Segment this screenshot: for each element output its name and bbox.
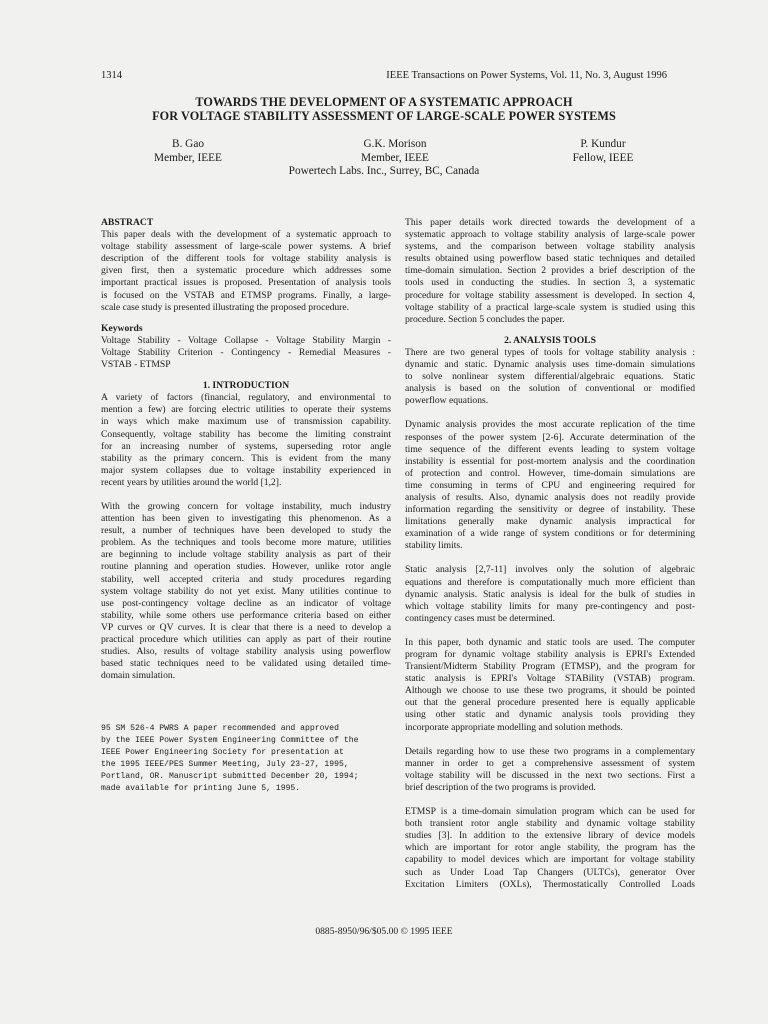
text-line: recent years by utilities around the world [1,2]. (101, 476, 282, 488)
text-line: This paper details work directed towards the development of a (405, 217, 695, 228)
text-line: the 1995 IEEE/PES Summer Meeting, July 23-27, 1995, (101, 760, 349, 770)
text-line: analysis of results. Also, dynamic analysis does not readily provide (405, 491, 695, 503)
text-line: systems, and the comparison between voltage stability analysis (405, 241, 695, 253)
text-line: tools used in conducting the studies. In section 3, a systematic (405, 277, 695, 289)
affiliation: Powertech Labs. Inc., Surrey, BC, Canada (288, 165, 480, 177)
text-line: routine planning and operation studies. However, unlike rotor angle (101, 561, 391, 573)
text-line: in ways which make maximum use of transmission capability. (101, 416, 391, 428)
author-block (123, 137, 253, 165)
text-line: program for dynamic voltage stability analysis is EPRI's Extended (405, 649, 695, 660)
page-number: 1314 (101, 70, 122, 81)
text-line: voltage stability assessment of large-scale power systems. A brief (101, 241, 391, 253)
author-block (538, 137, 668, 165)
text-line: procedure for voltage stability assessment is developed. In section 4, (405, 289, 695, 301)
text-line: Excitation Limiters (OXLs), Thermostatically Controlled Loads (405, 878, 695, 890)
text-line: In this paper, both dynamic and static tools are used. The computer (405, 636, 695, 648)
text-line: brief description of the two programs is provided. (405, 781, 596, 793)
text-line: ETMSP is a time-domain simulation program which can be used for (405, 806, 695, 818)
text-line: time sequence of the different events leading to system voltage (405, 443, 695, 455)
text-line: There are two general types of tools for voltage stability analysis : (405, 346, 695, 358)
journal-citation: IEEE Transactions on Power Systems, Vol. 11, No. 3, August 1996 (386, 70, 667, 81)
author-name: P. Kundur (580, 138, 626, 150)
text-line: voltage stability of a practical large-scale system is studied using this (405, 301, 695, 313)
footnote (101, 723, 358, 796)
text-line: result, a number of techniques have been developed to study the (101, 525, 391, 537)
text-line: VP curves or QV curves. It is clear that there is a need to develop a (101, 621, 391, 633)
text-line: scale case study is presented illustrating the proposed procedure. (101, 301, 350, 313)
keywords-body (101, 335, 391, 371)
copyright-footer: 0885-8950/96/$05.00 © 1995 IEEE (315, 926, 453, 937)
text-line: both transient rotor angle stability and dynamic voltage stability (405, 818, 695, 830)
text-line: problem. As the techniques and tools become more mature, utilities (101, 537, 391, 549)
author-block (330, 137, 460, 165)
keywords-heading: Keywords (101, 322, 143, 334)
analysis-tools-heading: 2. ANALYSIS TOOLS (504, 334, 596, 346)
text-line: Dynamic analysis provides the most accurate replication of the time (405, 419, 695, 431)
text-line: studies [3]. In addition to the extensive library of device models (405, 830, 695, 842)
text-line: With the growing concern for voltage instability, much industry (101, 500, 391, 512)
text-line: This paper deals with the development of a systematic approach to (101, 229, 391, 241)
text-line: domain simulation. (101, 670, 176, 682)
text-line: Consequently, voltage stability has become the limiting constraint (101, 428, 391, 440)
text-line: Transient/Midterm Stability Program (ETMSP), and the program for (405, 661, 695, 673)
text-line: powerflow equations. (405, 395, 489, 407)
text-line: responses of the power system [2-6]. Accurate determination of the (405, 431, 695, 443)
text-line: analysis is based on the solution of conventional or modified (405, 383, 695, 395)
text-line: such as Under Load Tap Changers (ULTCs), generator Over (405, 866, 695, 878)
author-role: Member, IEEE (154, 152, 222, 164)
analysis-paragraph (405, 806, 695, 891)
text-line: dynamic analysis. Static analysis is ideal for the bulk of studies in (405, 588, 695, 600)
text-line: procedure. Section 5 concludes the paper. (405, 313, 565, 325)
introduction-heading: 1. INTRODUCTION (202, 380, 290, 392)
text-line: manner in order to get a comprehensive assessment of system (405, 757, 695, 769)
text-line: Details regarding how to use these two programs in a complementary (405, 745, 695, 757)
text-line: Static analysis [2,7-11] involves only the solution of algebraic (405, 564, 695, 576)
text-line: made available for printing June 5, 1995. (101, 784, 301, 794)
text-line: instability is essential for post-mortem analysis and the coordination (405, 455, 695, 467)
text-line: static analysis is EPRI's Voltage STABility (VSTAB) program. (405, 673, 695, 685)
text-line: studies. Also, results of voltage stability analysis using powerflow (101, 646, 391, 658)
text-line: important practical issues is proposed. Presentation of analysis tools (101, 277, 391, 289)
text-line: 95 SM 526-4 PWRS A paper recommended and approved (101, 724, 339, 733)
text-line: Voltage Stability Criterion - Contingency - Remedial Measures - (101, 346, 391, 358)
text-line: which voltage stability limits for many pre-contingency and post- (405, 600, 695, 612)
text-line: mention a few) are forcing electric utilities to operate their systems (101, 404, 391, 416)
text-line: time-domain simulation. Section 2 provides a brief description of the (405, 265, 695, 277)
text-line: for an increasing number of systems, superseding rotor angle (101, 440, 391, 452)
text-line: information regarding the sensitivity or degree of instability. These (405, 504, 695, 516)
analysis-paragraph (405, 419, 695, 552)
text-line: Although we choose to use these two programs, it should be pointed (405, 685, 695, 697)
analysis-paragraph (405, 746, 695, 794)
text-line: use post-contingency voltage decline as an indicator of voltage (101, 597, 391, 609)
text-line: dynamic and static. Dynamic analysis uses time-domain simulations (405, 359, 695, 371)
text-line: stability limits. (405, 540, 463, 552)
text-line: given first, then a systematic procedure which addresses some (101, 265, 391, 277)
text-line: using other static and dynamic analysis tools providing they (405, 709, 695, 721)
author-name: B. Gao (171, 138, 204, 150)
text-line: of protection and control. However, time-domain simulations are (405, 467, 695, 479)
analysis-paragraph (405, 637, 695, 734)
text-line: time consuming in terms of CPU and engineering required for (405, 479, 695, 491)
author-role: Fellow, IEEE (572, 152, 634, 164)
text-line: equations and therefore is computationally much more efficient than (405, 576, 695, 588)
text-line: based static techniques need to be validated using detailed time- (101, 658, 391, 670)
text-line: to solve nonlinear system differential/algebraic equations. Static (405, 371, 695, 383)
text-line: capability to model devices which are important for voltage stability (405, 854, 695, 866)
text-line: A variety of factors (financial, regulatory, and environmental to (101, 392, 391, 404)
analysis-paragraph (405, 564, 695, 624)
text-line: incorporate appropriate modelling and solution methods. (405, 721, 623, 733)
analysis-paragraph (405, 347, 695, 407)
text-line: stability, well accepted criteria and study procedures regarding (101, 573, 391, 585)
author-role: Member, IEEE (361, 152, 429, 164)
paper-title-line-2: FOR VOLTAGE STABILITY ASSESSMENT OF LARGE-SCALE POWER SYSTEMS (152, 109, 616, 123)
text-line: is focused on the VSTAB and ETMSP programs. Finally, a large- (101, 289, 391, 301)
text-line: description of the different tools for voltage stability analysis is (101, 253, 391, 265)
text-line: out that the general procedure presented here is equally applicable (405, 697, 695, 709)
author-name: G.K. Morison (363, 138, 427, 150)
right-column (405, 217, 695, 891)
text-line: examination of a wide range of system conditions or for determining (405, 528, 695, 540)
introduction-paragraph (101, 501, 391, 682)
text-line: system voltage stability do not yet exist. Many utilities continue to (101, 585, 391, 597)
text-line: Voltage Stability - Voltage Collapse - Voltage Stability Margin - (101, 334, 391, 346)
text-line: VSTAB - ETMSP (101, 359, 171, 371)
text-line: systematic approach to voltage stability analysis of large-scale power (405, 229, 695, 241)
text-line: stability as the primary concern. This is evident from the many (101, 452, 391, 464)
text-line: are beginning to include voltage stability analysis as part of their (101, 549, 391, 561)
text-line: IEEE Power Engineering Society for presentation at (101, 748, 344, 758)
abstract-heading: ABSTRACT (101, 217, 154, 228)
left-column (101, 217, 391, 682)
introduction-paragraph (101, 392, 391, 489)
text-line: major system collapses due to voltage instability experienced in (101, 464, 391, 476)
intro-continuation (405, 217, 695, 326)
text-line: Portland, OR. Manuscript submitted December 20, 1994; (101, 772, 359, 782)
text-line: results obtained using powerflow based static techniques and detailed (405, 253, 695, 265)
text-line: stability, while some others use performance criteria based on either (101, 609, 391, 621)
text-line: practical procedure which utilities can apply as part of their routine (101, 634, 391, 645)
paper-title-line-1: TOWARDS THE DEVELOPMENT OF A SYSTEMATIC APPROACH (195, 95, 573, 109)
text-line: voltage stability will be discussed in the next two sections. First a (405, 769, 695, 781)
text-line: which are important for rotor angle stability, the program has the (405, 842, 695, 854)
text-line: limitations generally make dynamic analysis impractical for (405, 516, 695, 528)
text-line: contingency cases must be determined. (405, 612, 555, 624)
text-line: by the IEEE Power System Engineering Committee of the (101, 736, 359, 746)
abstract-body (101, 229, 391, 314)
text-line: attention has been given to investigating this phenomenon. As a (101, 513, 391, 525)
